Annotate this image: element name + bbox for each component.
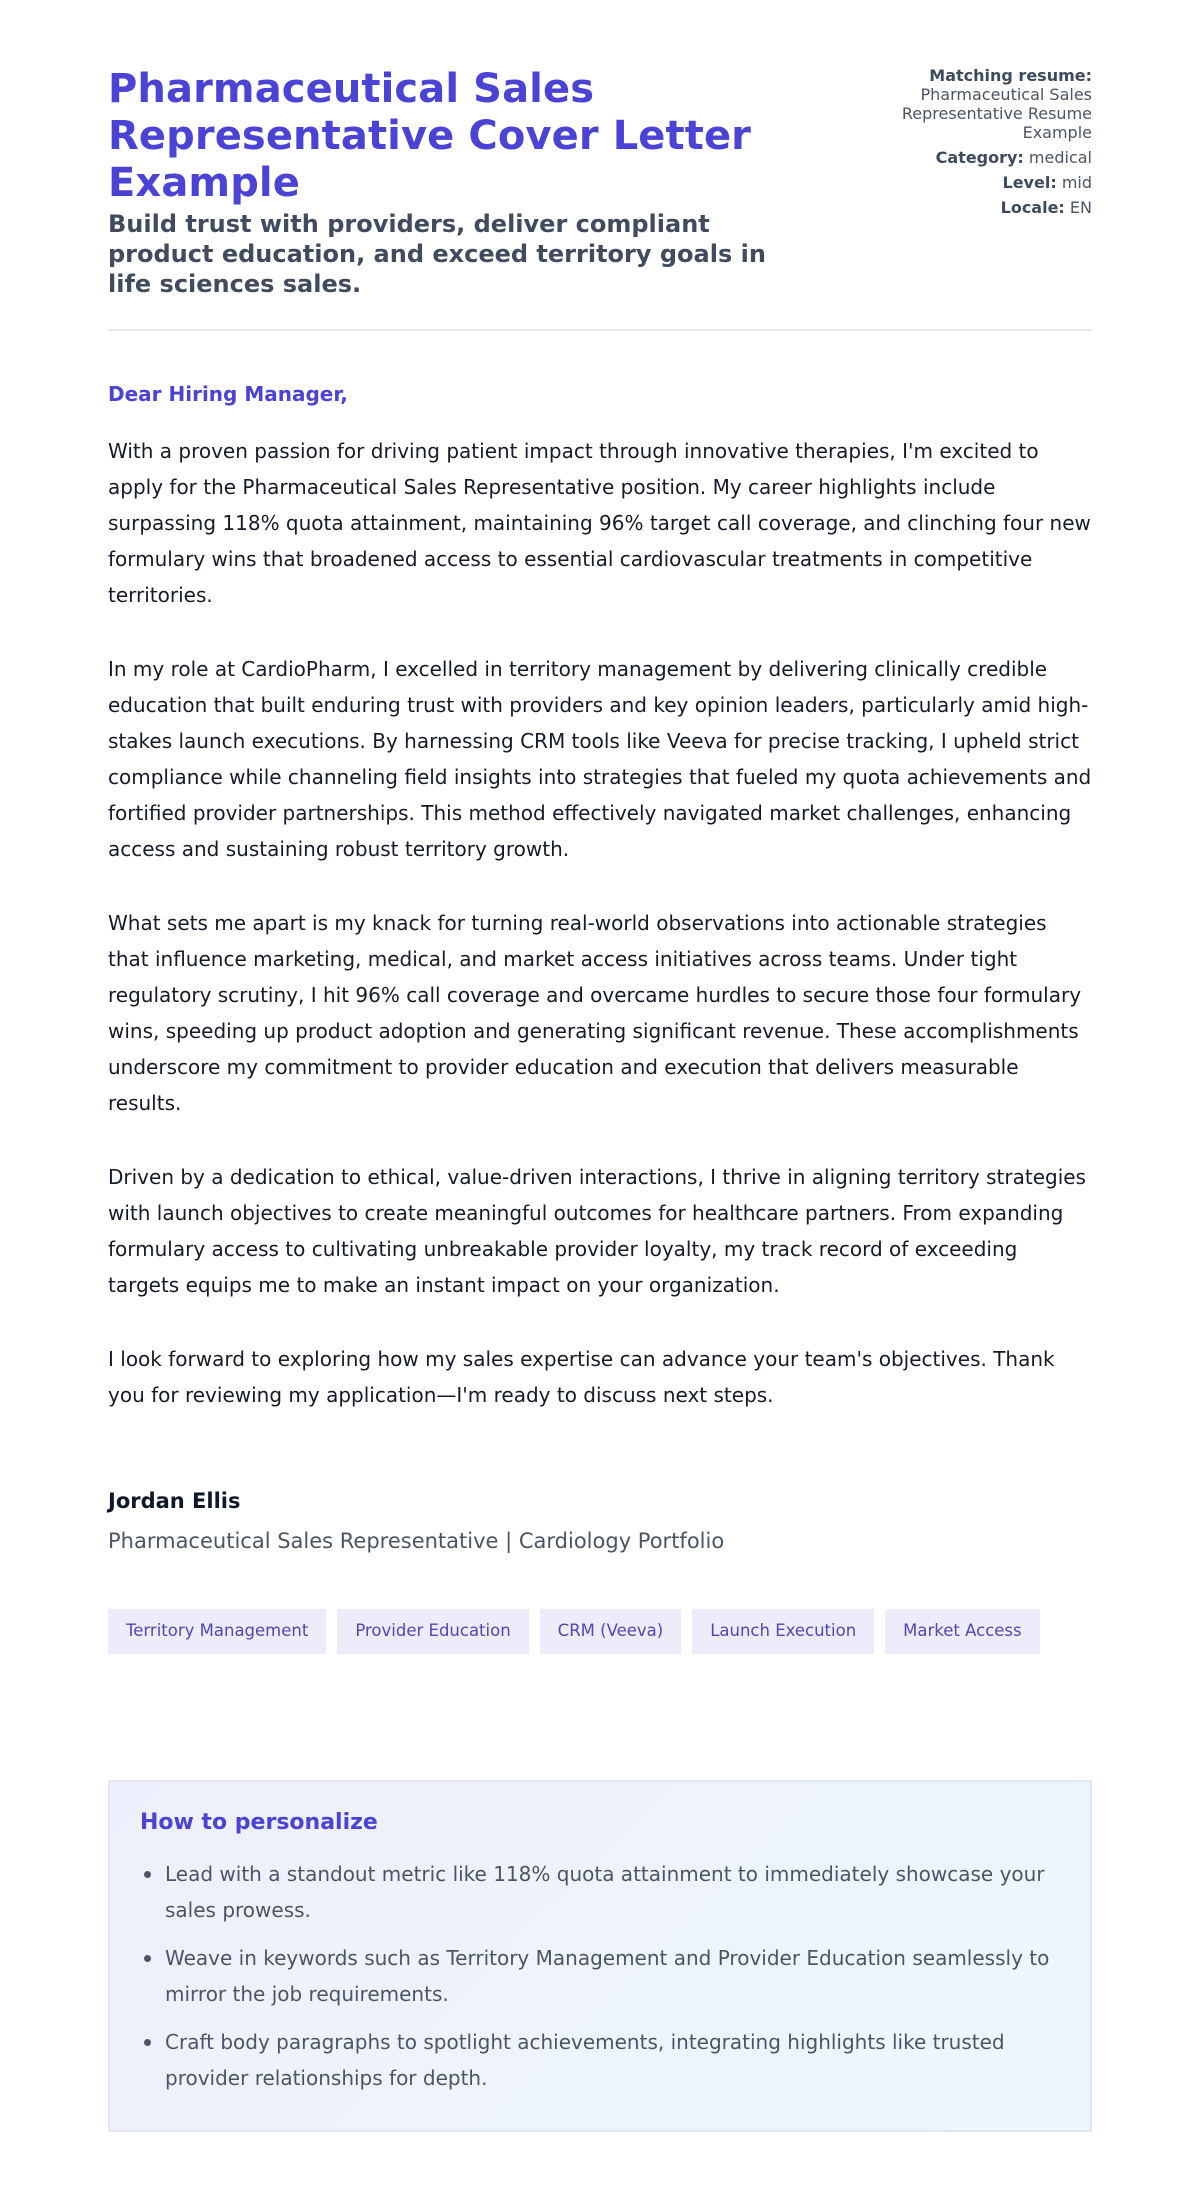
letter-paragraph-5: I look forward to exploring how my sales expertise can advance your team's objectives. Thank you for reviewing my application—I'm ready to discuss next steps.: [108, 1347, 1055, 1407]
letter-paragraph-3: What sets me apart is my knack for turning real-world observations into actionable strategies that influence marketing, medical, and market access initiatives across teams. Under tight regulatory scrutiny, I hit 96% call coverage and overcame hurdles to secure those four formulary wins, speeding up product adoption and generating significant revenue. These accomplishments underscore my commitment to provider education and execution that delivers measurable results.: [108, 911, 1082, 1115]
letter-paragraph-4: Driven by a dedication to ethical, value-driven interactions, I thrive in aligning territory strategies with launch objectives to create meaningful outcomes for healthcare partners. From expanding formulary access to cultivating unbreakable provider loyalty, my track record of exceeding targets equips me to make an instant impact on your organization.: [108, 1165, 1086, 1297]
cover-letter-page: [108, 0, 1092, 1654]
personalize-tips-box: [108, 1780, 1092, 2132]
tips-item: [140, 1940, 1060, 2012]
signature-block: [108, 1487, 1092, 1555]
letter-paragraph-1: With a proven passion for driving patient impact through innovative therapies, I'm excited to apply for the Pharmaceutical Sales Representative position. My career highlights include surpassing 118% quota attainment, maintaining 96% target call coverage, and clinching four new formulary wins that broadened access to essential cardiovascular treatments in competitive territories.: [108, 439, 1091, 607]
bullet-icon: [144, 1871, 151, 1878]
letter-paragraph-2: In my role at CardioPharm, I excelled in territory management by delivering clinically credible education that built enduring trust with providers and key opinion leaders, particularly amid high-stakes launch executions. By harnessing CRM tools like Veeva for precise tracking, I upheld strict compliance while channeling field insights into strategies that fueled my quota achievements and fortified provider partnerships. This method effectively navigated market challenges, enhancing access and sustaining robust territory growth.: [108, 657, 1092, 861]
tips-item: [140, 1856, 1060, 1928]
skill-tags: [108, 1609, 1092, 1654]
page-subtitle: Build trust with providers, deliver compliant product education, and exceed territory goals in life sciences sales.: [108, 210, 766, 298]
signature-name: Jordan Ellis: [108, 1489, 241, 1513]
bullet-icon: [144, 2039, 151, 2046]
tips-title: How to personalize: [140, 1810, 378, 1835]
header-title-block: [108, 66, 788, 299]
tips-list: [140, 1856, 1060, 2096]
meta-matching-resume: [832, 66, 1092, 142]
page-header: [108, 0, 1092, 331]
meta-category-value: medical: [1028, 148, 1092, 167]
letter-greeting: Dear Hiring Manager,: [108, 382, 348, 406]
skill-tag-provider-education[interactable]: Provider Education: [337, 1609, 528, 1654]
meta-level-label: Level:: [1002, 173, 1057, 192]
meta-level-value: mid: [1061, 173, 1092, 192]
skill-tag-market-access[interactable]: Market Access: [885, 1609, 1039, 1654]
meta-category-label: Category:: [935, 148, 1024, 167]
meta-panel: [832, 66, 1092, 223]
meta-locale: [832, 198, 1092, 217]
meta-locale-label: Locale:: [1000, 198, 1065, 217]
meta-locale-value: EN: [1069, 198, 1092, 217]
meta-category: [832, 148, 1092, 167]
bullet-icon: [144, 1955, 151, 1962]
signature-role: Pharmaceutical Sales Representative | Cardiology Portfolio: [108, 1529, 725, 1553]
page-title: Pharmaceutical Sales Representative Cover Letter Example: [108, 66, 752, 206]
skill-tag-crm-veeva[interactable]: CRM (Veeva): [540, 1609, 682, 1654]
meta-matching-resume-value[interactable]: Pharmaceutical Sales Representative Resume Example: [901, 85, 1092, 142]
tips-item-text: Lead with a standout metric like 118% quota attainment to immediately showcase your sales prowess.: [165, 1862, 1045, 1922]
tips-item-text: Weave in keywords such as Territory Management and Provider Education seamlessly to mirror the job requirements.: [165, 1946, 1050, 2006]
tips-item: [140, 2024, 1060, 2096]
skill-tag-launch-execution[interactable]: Launch Execution: [692, 1609, 874, 1654]
skill-tag-territory-management[interactable]: Territory Management: [108, 1609, 326, 1654]
meta-matching-resume-label: Matching resume:: [929, 66, 1092, 85]
letter-body: [108, 381, 1092, 1654]
tips-item-text: Craft body paragraphs to spotlight achievements, integrating highlights like trusted provider relationships for depth.: [165, 2030, 1005, 2090]
meta-level: [832, 173, 1092, 192]
letter-paragraphs: [108, 433, 1092, 1413]
